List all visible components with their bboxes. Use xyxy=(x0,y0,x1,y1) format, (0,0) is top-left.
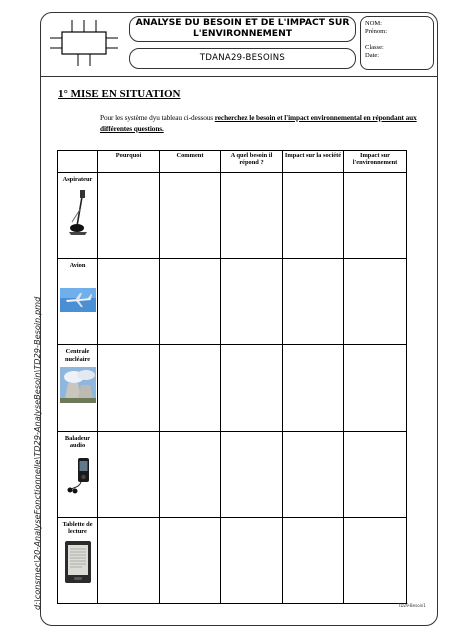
answer-cell[interactable] xyxy=(160,173,221,259)
answer-cell[interactable] xyxy=(283,345,344,431)
row-label-baladeur: Baladeur audio xyxy=(58,431,98,517)
analysis-table xyxy=(57,150,407,604)
prenom-field[interactable]: Prénom: xyxy=(365,27,388,35)
header-separator xyxy=(40,76,438,77)
section-title: 1° MISE EN SITUATION xyxy=(58,88,181,100)
answer-cell[interactable] xyxy=(344,517,407,603)
answer-cell[interactable] xyxy=(344,173,407,259)
table-row xyxy=(58,173,407,259)
answer-cell[interactable] xyxy=(283,259,344,345)
file-path-label: d:\consmec\20-AnalyseFonctionnelle\TD29-AnalyseBesoin\TD29-Besoin.pmd xyxy=(32,296,42,610)
answer-cell[interactable] xyxy=(221,259,283,345)
column-header-impact-environnement: Impact sur l'environnement xyxy=(344,151,407,173)
instruction-lead: Pour les système dyu tableau ci-dessous xyxy=(100,113,214,122)
ereader-image xyxy=(64,540,92,584)
table-row xyxy=(58,259,407,345)
answer-cell[interactable] xyxy=(344,259,407,345)
answer-cell[interactable] xyxy=(98,173,160,259)
nuclear-plant-image xyxy=(60,367,96,403)
answer-cell[interactable] xyxy=(98,517,160,603)
audio-player-image xyxy=(63,454,93,494)
footer-reference: TD29-Besoin1 xyxy=(398,603,426,608)
column-header-comment: Comment xyxy=(160,151,221,173)
answer-cell[interactable] xyxy=(344,431,407,517)
airplane-image xyxy=(60,288,96,312)
instructions xyxy=(100,112,435,134)
answer-cell[interactable] xyxy=(221,431,283,517)
answer-cell[interactable] xyxy=(160,517,221,603)
header-corner xyxy=(58,151,98,173)
row-label-aspirateur: Aspirateur xyxy=(58,173,98,259)
table-row xyxy=(58,345,407,431)
table-row xyxy=(58,517,407,603)
column-header-besoin: A quel besoin il répond ? xyxy=(221,151,283,173)
document-reference: TDANA29-BESOINS xyxy=(129,48,356,69)
answer-cell[interactable] xyxy=(344,345,407,431)
row-label-centrale: Centrale nucléaire xyxy=(58,345,98,431)
answer-cell[interactable] xyxy=(221,173,283,259)
document-title: ANALYSE DU BESOIN ET DE L'IMPACT SUR L'ENVIRONNEMENT xyxy=(129,16,356,42)
date-field[interactable]: Date: xyxy=(365,51,380,59)
vacuum-cleaner-image xyxy=(63,188,93,238)
row-label-tablette: Tablette de lecture xyxy=(58,517,98,603)
answer-cell[interactable] xyxy=(160,431,221,517)
answer-cell[interactable] xyxy=(283,517,344,603)
classe-field[interactable]: Classe: xyxy=(365,44,384,51)
answer-cell[interactable] xyxy=(221,517,283,603)
column-header-pourquoi: Pourquoi xyxy=(98,151,160,173)
answer-cell[interactable] xyxy=(160,259,221,345)
nom-field[interactable]: NOM: xyxy=(365,20,382,27)
instruction-emphasis: recherchez le besoin et l'impact environnemental en répondant aux différentes questions. xyxy=(100,113,417,133)
answer-cell[interactable] xyxy=(98,431,160,517)
answer-cell[interactable] xyxy=(283,173,344,259)
student-info-box xyxy=(360,16,434,70)
answer-cell[interactable] xyxy=(98,259,160,345)
block-diagram-logo xyxy=(48,18,120,68)
column-header-impact-societe: Impact sur la société xyxy=(283,151,344,173)
answer-cell[interactable] xyxy=(283,431,344,517)
answer-cell[interactable] xyxy=(98,345,160,431)
answer-cell[interactable] xyxy=(221,345,283,431)
table-row xyxy=(58,431,407,517)
row-label-avion: Avion xyxy=(58,259,98,345)
answer-cell[interactable] xyxy=(160,345,221,431)
